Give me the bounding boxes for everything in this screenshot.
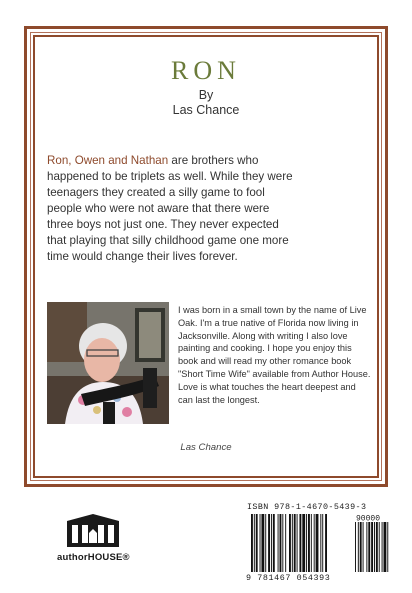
isbn-number: ISBN 978-1-4670-5439-3 xyxy=(247,502,367,512)
barcode-bar xyxy=(282,514,283,572)
barcode-bar xyxy=(311,514,312,572)
barcode-addon-bar xyxy=(384,522,387,572)
author-bio: I was born in a small town by the name of Live Oak. I'm a true native of Florida now living in Jacksonville. Along with writing I also love painting and cooking. I hope you enjoy this book and will read my other romance book "Short Time Wife" available from Author House. Love is what touches the heart deepest and can last the longest. xyxy=(178,305,371,405)
authorhouse-logo-text: authorHOUSE® xyxy=(57,552,130,563)
barcode-addon-bar xyxy=(355,522,356,572)
barcode-addon-bar xyxy=(376,522,378,572)
barcode-bar xyxy=(260,514,261,572)
barcode-addon-bar xyxy=(368,522,370,572)
barcode-bar xyxy=(285,514,286,572)
barcode-bar xyxy=(280,514,282,572)
barcode-digits: 9 781467 054393 xyxy=(246,573,331,583)
barcode-bar xyxy=(322,514,323,572)
barcode-bar xyxy=(271,514,272,572)
barcode-bar xyxy=(316,514,319,572)
barcode-icon xyxy=(249,514,394,572)
barcode-addon-bar xyxy=(374,522,375,572)
barcode-addon-bar xyxy=(382,522,383,572)
blurb-text: are brothers who happened to be triplets as well. While they were teenagers they created a silly game to fool people who were not aware that there were three boys not just one. They never expected that playing that silly childhood game one more time would change their lives forever. xyxy=(47,154,293,263)
author-signature: Las Chance xyxy=(180,442,232,453)
barcode-bar xyxy=(320,514,321,572)
blurb-names: Ron, Owen and Nathan xyxy=(47,154,169,167)
barcode-bar xyxy=(306,514,307,572)
barcode-bar xyxy=(254,514,255,572)
authorhouse-logo xyxy=(57,513,129,569)
barcode-bar xyxy=(265,514,266,572)
barcode-bar xyxy=(308,514,310,572)
barcode-bar xyxy=(273,514,275,572)
barcode-addon-bar xyxy=(366,522,367,572)
barcode-bar xyxy=(325,514,327,572)
barcode-addon-bar xyxy=(371,522,373,572)
barcode-bar xyxy=(314,514,315,572)
by-line: By xyxy=(198,88,214,102)
barcode-bar xyxy=(256,514,258,572)
book-blurb xyxy=(47,153,295,265)
barcode-bar xyxy=(299,514,301,572)
barcode-addon-bar xyxy=(358,522,359,572)
barcode-bar xyxy=(297,514,298,572)
barcode-bar xyxy=(302,514,305,572)
barcode-addon-bar xyxy=(387,522,388,572)
barcode-addon-bar xyxy=(363,522,364,572)
barcode-price-code: 90000 xyxy=(356,514,381,524)
author-photo-image xyxy=(47,302,169,424)
author-photo xyxy=(47,302,169,424)
author-name: Las Chance xyxy=(172,103,240,117)
barcode-bar xyxy=(278,514,279,572)
barcode-bar xyxy=(294,514,296,572)
barcode-bar xyxy=(251,514,253,572)
barcode-bar xyxy=(268,514,270,572)
barcode-addon-bar xyxy=(379,522,380,572)
book-title: RON xyxy=(171,56,241,85)
barcode-bar xyxy=(289,514,291,572)
barcode-bar xyxy=(292,514,293,572)
barcode-addon-bar xyxy=(360,522,362,572)
barcode-bar xyxy=(261,514,264,572)
